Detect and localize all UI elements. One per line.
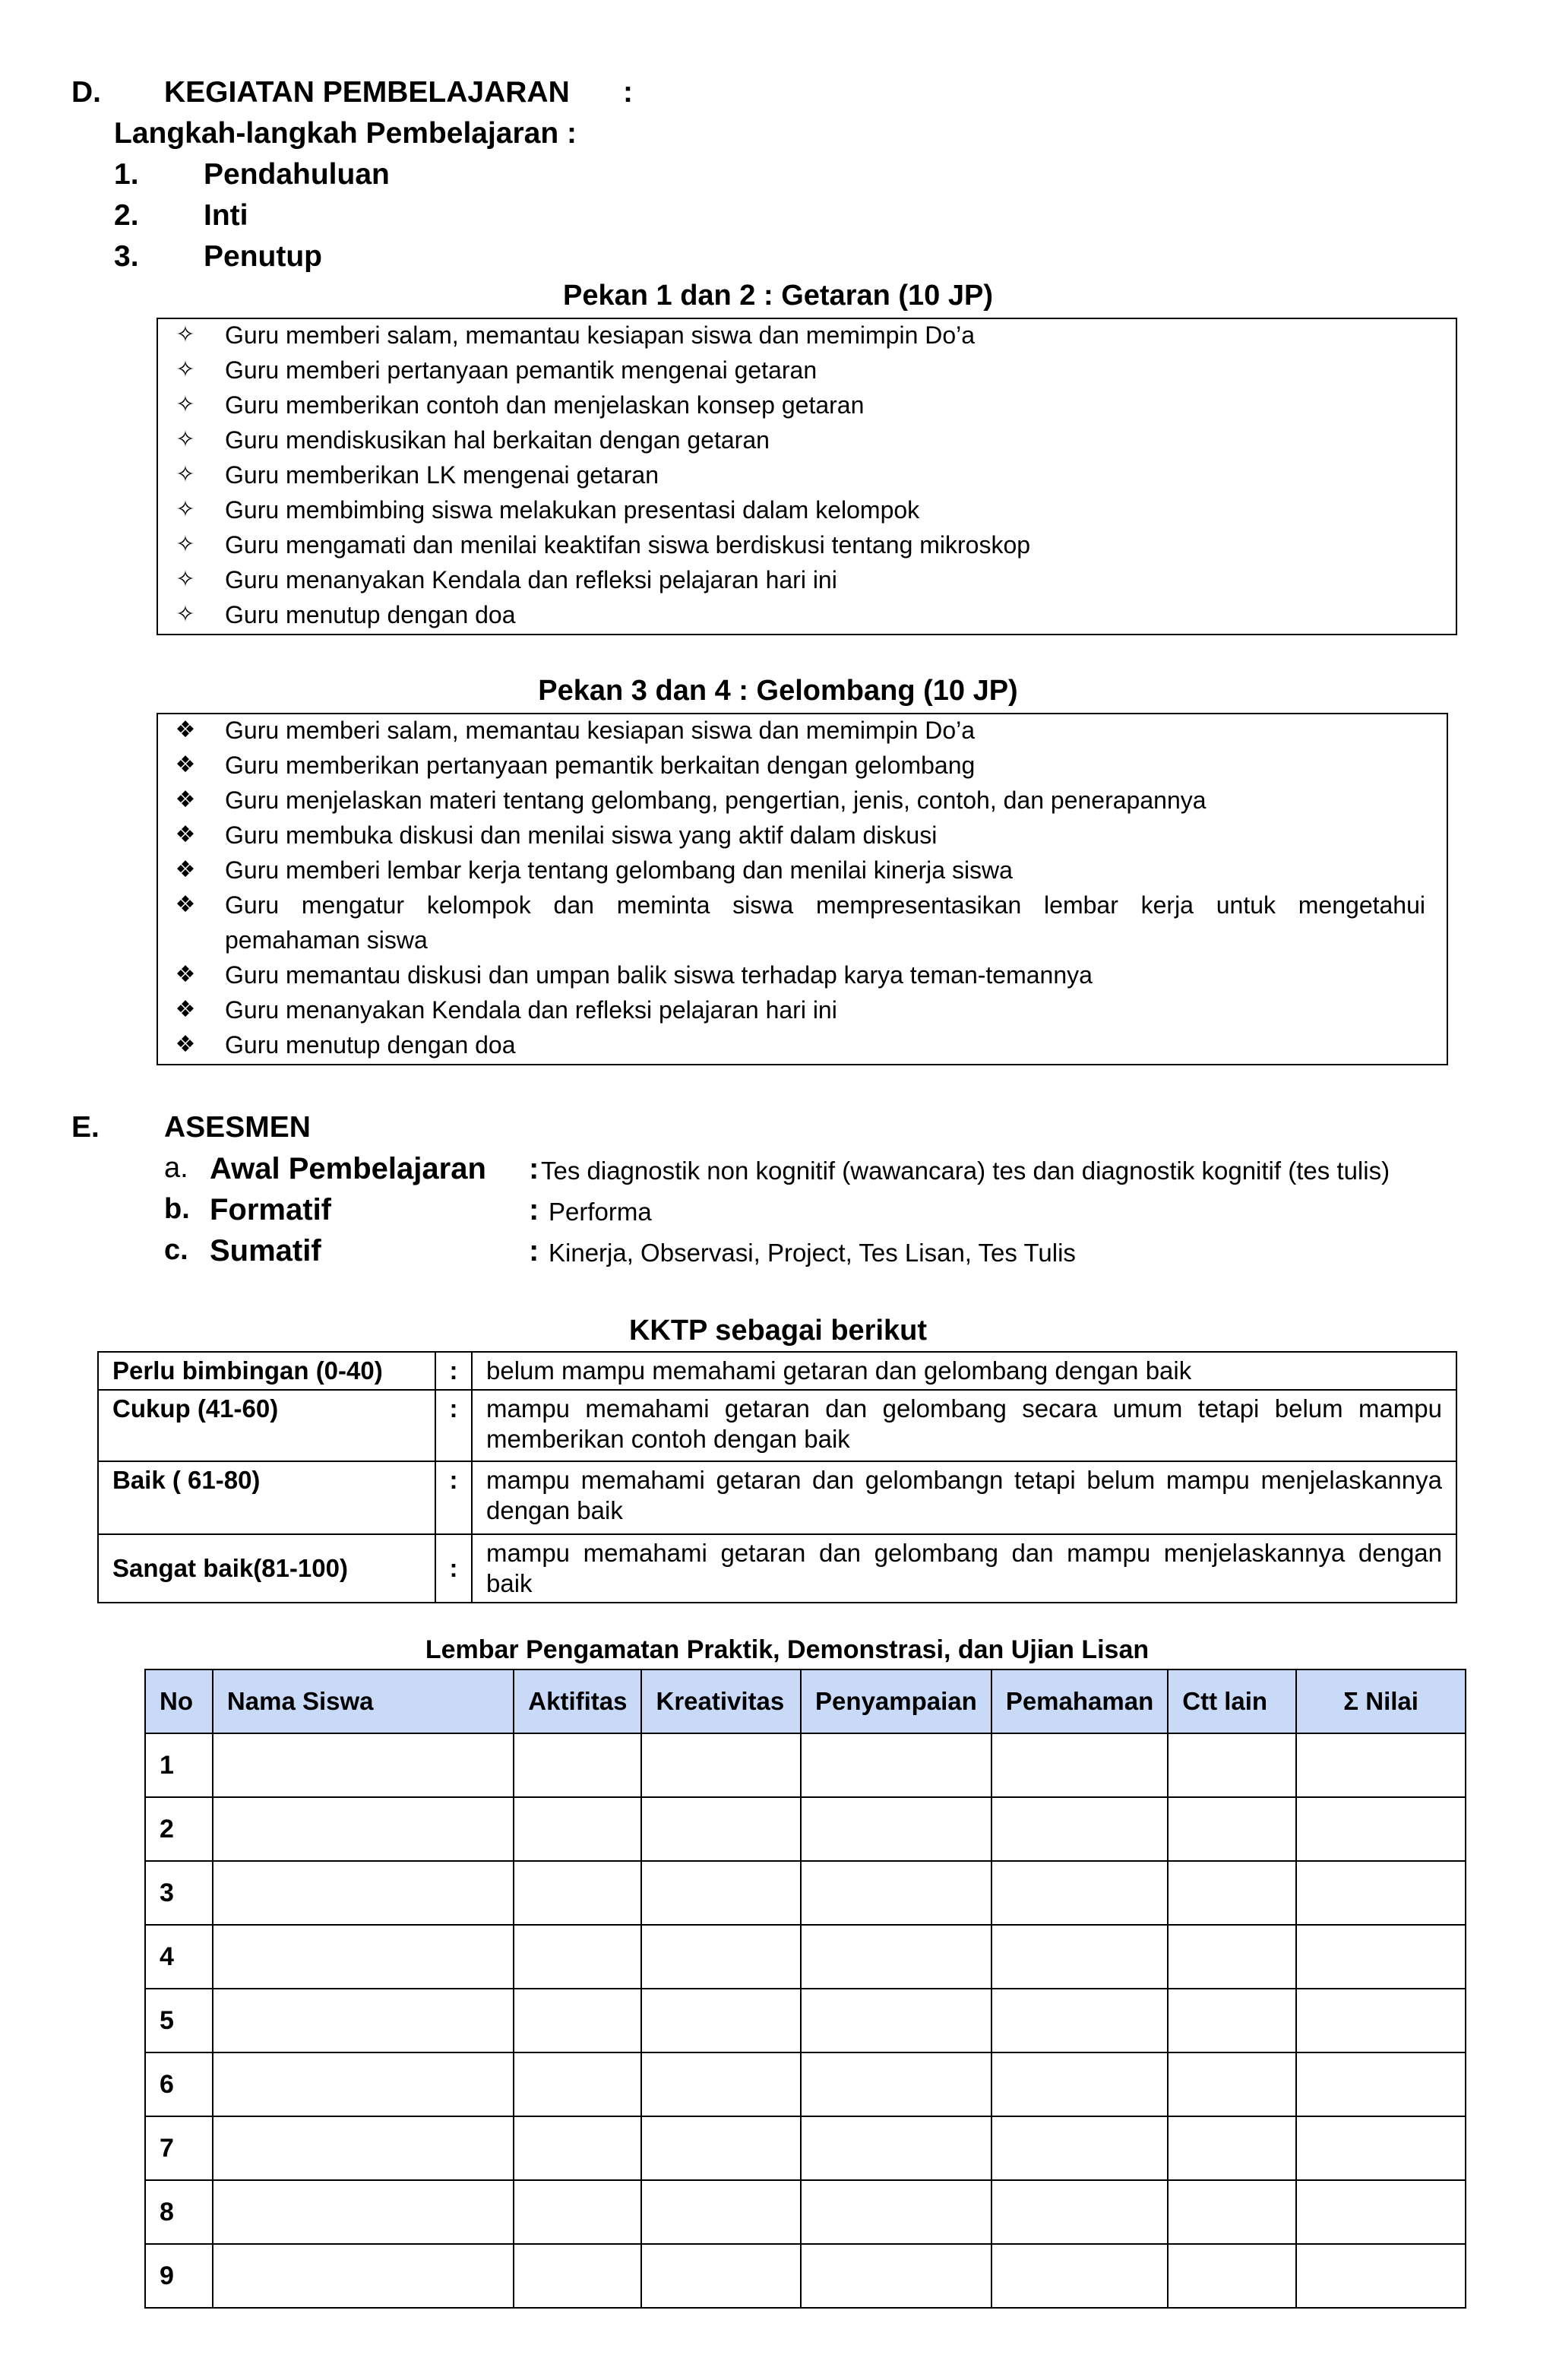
assessment-value: Performa — [549, 1198, 652, 1226]
activity-item-text: Guru memberi salam, memantau kesiapan siswa dan memimpin Do’a — [225, 717, 976, 744]
four-pointed-star-icon: ✧ — [176, 602, 195, 627]
kktp-description: mampu memahami getaran dan gelombang dan mampu menjelaskannya dengan baik — [472, 1534, 1456, 1603]
kktp-label: Sangat baik(81-100) — [98, 1534, 435, 1603]
table-row — [145, 2052, 1466, 2116]
activity-item-text: Guru memberi salam, memantau kesiapan siswa dan memimpin Do’a — [225, 321, 976, 349]
table-cell-empty — [1296, 2116, 1466, 2180]
row-number: 3 — [145, 1861, 213, 1925]
kktp-colon: : — [435, 1352, 472, 1390]
table-cell-empty — [213, 2052, 514, 2116]
step-number: 2. — [114, 199, 139, 232]
observation-table-body — [145, 1733, 1466, 2308]
assessment-value: Tes diagnostik non kognitif (wawancara) tes dan diagnostik kognitif (tes tulis) — [541, 1157, 1390, 1185]
row-number: 8 — [145, 2180, 213, 2244]
table-cell-empty — [1296, 1925, 1466, 1989]
step-number: 3. — [114, 240, 139, 273]
column-header-nilai: Σ Nilai — [1296, 1669, 1466, 1733]
kktp-description: mampu memahami getaran dan gelombang secara umum tetapi belum mampu memberikan contoh dengan baik — [472, 1390, 1456, 1461]
kktp-colon: : — [435, 1461, 472, 1534]
column-header-nama-siswa: Nama Siswa — [213, 1669, 514, 1733]
kktp-table — [97, 1351, 1457, 1603]
four-pointed-star-icon: ✧ — [176, 322, 195, 347]
assessment-label: Formatif — [210, 1193, 331, 1226]
week34-title: Pekan 3 dan 4 : Gelombang (10 JP) — [538, 675, 1018, 707]
activity-item-text: Guru memberikan contoh dan menjelaskan konsep getaran — [225, 391, 865, 419]
activity-item-text: Guru membuka diskusi dan menilai siswa yang aktif dalam diskusi — [225, 821, 938, 849]
section-d-letter: D. — [71, 76, 101, 109]
activity-item-text: Guru menutup dengan doa — [225, 601, 516, 628]
row-number: 4 — [145, 1925, 213, 1989]
four-diamond-icon: ❖ — [175, 857, 196, 882]
four-pointed-star-icon: ✧ — [176, 462, 195, 487]
column-header-no: No — [145, 1669, 213, 1733]
table-cell-empty — [1296, 2244, 1466, 2308]
table-cell-empty — [801, 2180, 991, 2244]
table-cell-empty — [1296, 2180, 1466, 2244]
assessment-letter: a. — [164, 1152, 188, 1184]
kktp-description: mampu memahami getaran dan gelombangn tetapi belum mampu menjelaskannya dengan baik — [472, 1461, 1456, 1534]
table-cell-empty — [213, 2116, 514, 2180]
table-cell-empty — [213, 1925, 514, 1989]
table-cell-empty — [801, 2116, 991, 2180]
table-cell-empty — [1168, 1797, 1296, 1861]
section-d-colon: : — [623, 76, 633, 109]
kktp-label: Baik ( 61-80) — [98, 1461, 435, 1534]
table-cell-empty — [641, 2116, 801, 2180]
table-cell-empty — [1296, 1989, 1466, 2052]
table-cell-empty — [991, 2116, 1168, 2180]
four-diamond-icon: ❖ — [175, 822, 196, 847]
table-row — [98, 1352, 1456, 1390]
table-cell-empty — [991, 1861, 1168, 1925]
table-cell-empty — [514, 2052, 641, 2116]
table-row — [145, 1797, 1466, 1861]
four-pointed-star-icon: ✧ — [176, 357, 195, 382]
table-cell-empty — [514, 1797, 641, 1861]
activity-item-text: Guru memberikan pertanyaan pemantik berkaitan dengan gelombang — [225, 752, 976, 779]
table-cell-empty — [801, 1861, 991, 1925]
step-label: Inti — [204, 199, 248, 232]
four-pointed-star-icon: ✧ — [176, 392, 195, 417]
four-pointed-star-icon: ✧ — [176, 497, 195, 522]
kktp-label: Cukup (41-60) — [98, 1390, 435, 1461]
table-row — [98, 1390, 1456, 1461]
table-cell-empty — [213, 2244, 514, 2308]
table-cell-empty — [1168, 1733, 1296, 1797]
activity-item-text: Guru menanyakan Kendala dan refleksi pelajaran hari ini — [225, 996, 837, 1024]
table-cell-empty — [641, 1989, 801, 2052]
four-diamond-icon: ❖ — [175, 997, 196, 1022]
table-row — [145, 1925, 1466, 1989]
table-cell-empty — [213, 2180, 514, 2244]
section-e-title: ASESMEN — [164, 1111, 311, 1144]
row-number: 7 — [145, 2116, 213, 2180]
table-cell-empty — [641, 2244, 801, 2308]
table-row — [145, 1861, 1466, 1925]
activity-item-text: Guru memberi lembar kerja tentang gelombang dan menilai kinerja siswa — [225, 856, 1013, 884]
assessment-row — [0, 1193, 1556, 1233]
assessment-colon: : — [529, 1152, 539, 1185]
step-label: Penutup — [204, 240, 322, 273]
row-number: 5 — [145, 1989, 213, 2052]
table-cell-empty — [991, 2052, 1168, 2116]
table-cell-empty — [213, 1797, 514, 1861]
table-row — [145, 2244, 1466, 2308]
table-cell-empty — [991, 1797, 1168, 1861]
table-header-row — [145, 1669, 1466, 1733]
column-header-aktifitas: Aktifitas — [514, 1669, 641, 1733]
table-cell-empty — [991, 2180, 1168, 2244]
table-row — [145, 2180, 1466, 2244]
table-cell-empty — [213, 1989, 514, 2052]
table-cell-empty — [641, 1925, 801, 1989]
table-cell-empty — [991, 2244, 1168, 2308]
table-cell-empty — [213, 1861, 514, 1925]
assessment-colon: : — [529, 1234, 539, 1268]
assessment-letter: b. — [164, 1193, 190, 1225]
kktp-colon: : — [435, 1534, 472, 1603]
column-header-penyampaian: Penyampaian — [801, 1669, 991, 1733]
four-pointed-star-icon: ✧ — [176, 427, 195, 452]
week12-title: Pekan 1 dan 2 : Getaran (10 JP) — [562, 280, 993, 312]
table-cell-empty — [801, 2052, 991, 2116]
table-cell-empty — [801, 2244, 991, 2308]
table-cell-empty — [801, 1797, 991, 1861]
column-header-kreativitas: Kreativitas — [641, 1669, 801, 1733]
four-diamond-icon: ❖ — [175, 1032, 196, 1057]
four-pointed-star-icon: ✧ — [176, 567, 195, 592]
table-cell-empty — [641, 2180, 801, 2244]
table-cell-empty — [1296, 1861, 1466, 1925]
step-label: Pendahuluan — [204, 158, 390, 191]
table-cell-empty — [1168, 2244, 1296, 2308]
table-cell-empty — [1296, 1797, 1466, 1861]
table-cell-empty — [801, 1989, 991, 2052]
activity-item-text: Guru menutup dengan doa — [225, 1031, 516, 1059]
four-pointed-star-icon: ✧ — [176, 532, 195, 557]
table-cell-empty — [801, 1733, 991, 1797]
kktp-description: belum mampu memahami getaran dan gelombang dengan baik — [472, 1352, 1456, 1390]
activity-item-text: Guru memantau diskusi dan umpan balik siswa terhadap karya teman-temannya — [225, 961, 1093, 989]
table-cell-empty — [213, 1733, 514, 1797]
section-d-title: KEGIATAN PEMBELAJARAN — [164, 76, 570, 109]
section-d-subtitle: Langkah-langkah Pembelajaran : — [114, 117, 577, 150]
table-cell-empty — [514, 2180, 641, 2244]
table-cell-empty — [991, 1925, 1168, 1989]
observation-table — [144, 1669, 1466, 2309]
assessment-colon: : — [529, 1193, 539, 1226]
table-row — [145, 2116, 1466, 2180]
table-cell-empty — [1296, 2052, 1466, 2116]
activity-item-text: Guru membimbing siswa melakukan presentasi dalam kelompok — [225, 496, 920, 524]
assessment-letter: c. — [164, 1234, 188, 1266]
table-cell-empty — [1168, 2116, 1296, 2180]
table-row — [98, 1534, 1456, 1603]
table-cell-empty — [1168, 1925, 1296, 1989]
four-diamond-icon: ❖ — [175, 717, 196, 742]
table-cell-empty — [641, 2052, 801, 2116]
table-cell-empty — [1168, 2180, 1296, 2244]
assessment-label: Awal Pembelajaran — [210, 1152, 486, 1185]
activity-item-text: Guru mengamati dan menilai keaktifan siswa berdiskusi tentang mikroskop — [225, 531, 1031, 559]
section-e-letter: E. — [71, 1111, 100, 1144]
table-cell-empty — [991, 1989, 1168, 2052]
table-cell-empty — [1168, 1989, 1296, 2052]
row-number: 6 — [145, 2052, 213, 2116]
table-cell-empty — [514, 1989, 641, 2052]
table-cell-empty — [514, 2116, 641, 2180]
row-number: 2 — [145, 1797, 213, 1861]
table-row — [145, 1733, 1466, 1797]
activity-item-text: Guru menjelaskan materi tentang gelombang, pengertian, jenis, contoh, dan penerapannya — [225, 786, 1207, 814]
four-diamond-icon: ❖ — [175, 787, 196, 812]
table-cell-empty — [514, 1925, 641, 1989]
table-cell-empty — [991, 1733, 1168, 1797]
kktp-colon: : — [435, 1390, 472, 1461]
step-number: 1. — [114, 158, 139, 191]
table-row — [145, 1989, 1466, 2052]
activity-item-text: pemahaman siswa — [225, 926, 428, 954]
assessment-row — [0, 1234, 1556, 1274]
four-diamond-icon: ❖ — [175, 962, 196, 987]
column-header-pemahaman: Pemahaman — [991, 1669, 1168, 1733]
table-cell-empty — [514, 2244, 641, 2308]
kktp-label: Perlu bimbingan (0-40) — [98, 1352, 435, 1390]
assessment-value: Kinerja, Observasi, Project, Tes Lisan, Tes Tulis — [549, 1239, 1076, 1267]
week34-activity-box — [157, 713, 1448, 1065]
row-number: 9 — [145, 2244, 213, 2308]
table-cell-empty — [1168, 2052, 1296, 2116]
activity-item-text: Guru memberi pertanyaan pemantik mengenai getaran — [225, 356, 818, 384]
table-cell-empty — [514, 1733, 641, 1797]
four-diamond-icon: ❖ — [175, 752, 196, 777]
four-diamond-icon: ❖ — [175, 892, 196, 917]
activity-item-text: Guru mengatur kelompok dan meminta siswa mempresentasikan lembar kerja untuk mengetahui — [225, 891, 1425, 919]
activity-item-text: Guru mendiskusikan hal berkaitan dengan getaran — [225, 426, 770, 454]
table-cell-empty — [641, 1861, 801, 1925]
column-header-ctt-lain: Ctt lain — [1168, 1669, 1296, 1733]
activity-item-text: Guru menanyakan Kendala dan refleksi pelajaran hari ini — [225, 566, 837, 593]
table-row — [98, 1461, 1456, 1534]
table-cell-empty — [641, 1797, 801, 1861]
assessment-row — [0, 1152, 1556, 1192]
activity-item-text: Guru memberikan LK mengenai getaran — [225, 461, 659, 489]
table-cell-empty — [1296, 1733, 1466, 1797]
assessment-label: Sumatif — [210, 1234, 321, 1268]
table-cell-empty — [1168, 1861, 1296, 1925]
observation-title: Lembar Pengamatan Praktik, Demonstrasi, dan Ujian Lisan — [425, 1635, 1150, 1664]
kktp-title: KKTP sebagai berikut — [628, 1315, 928, 1347]
week12-activity-box — [157, 318, 1457, 635]
table-cell-empty — [514, 1861, 641, 1925]
table-cell-empty — [641, 1733, 801, 1797]
table-cell-empty — [801, 1925, 991, 1989]
row-number: 1 — [145, 1733, 213, 1797]
